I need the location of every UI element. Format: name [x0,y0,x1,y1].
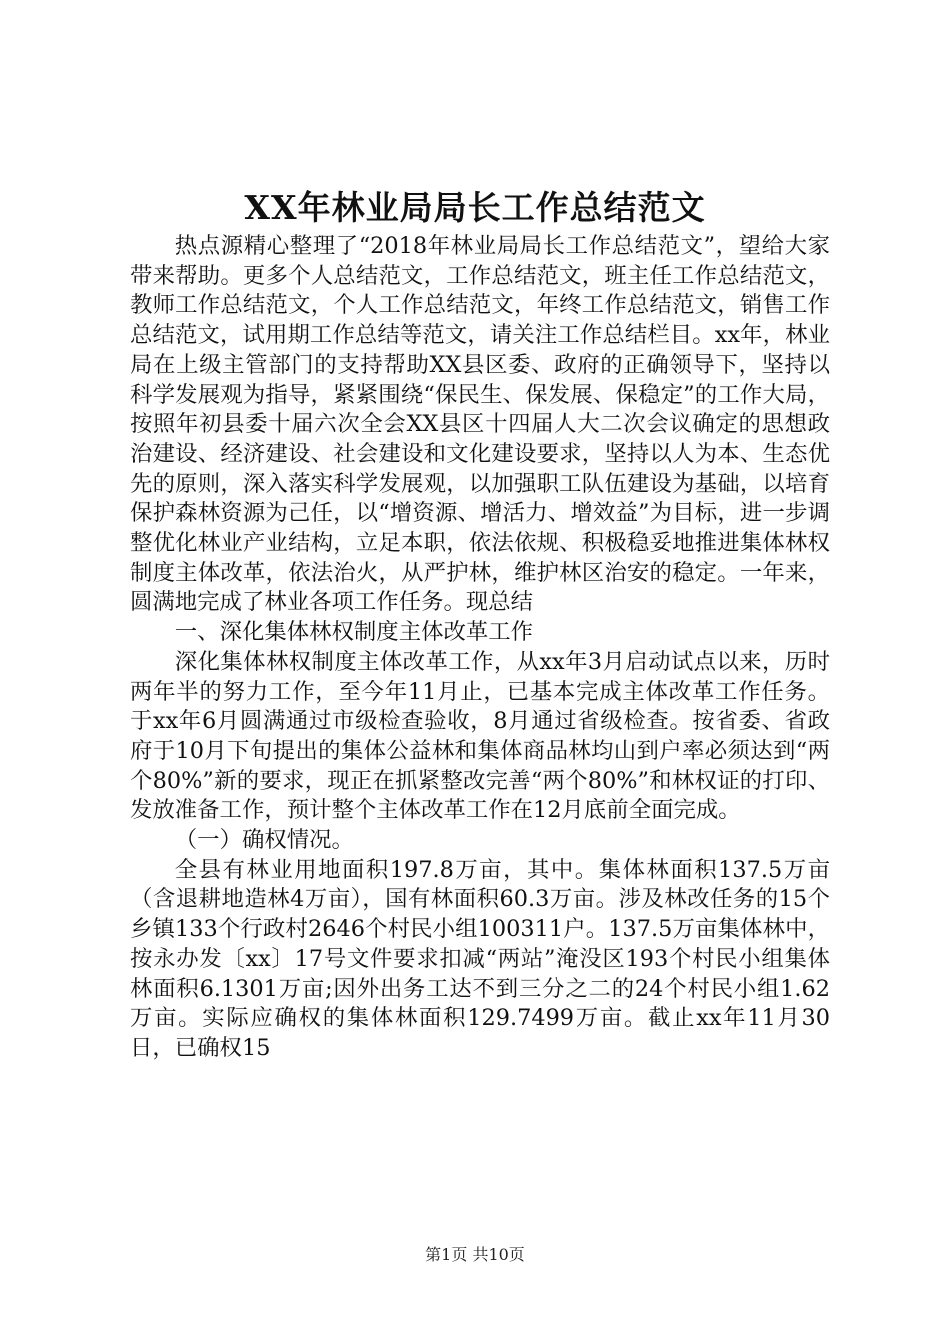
paragraph-reform: 深化集体林权制度主体改革工作，从xx年3月启动试点以来，历时两年半的努力工作，至今年11月止，已基本完成主体改革工作任务。于xx年6月圆满通过市级检查验收，8月通过省级检查。按省委、省政府于10月下旬提出的集体公益林和集体商品林均山到户率必须达到“两个80%”新的要求，现正在抓紧整改完善“两个80%”和林权证的打印、发放准备工作，预计整个主体改革工作在12月底前全面完成。 [130,648,830,824]
section-heading-1: 一、深化集体林权制度主体改革工作 [174,619,534,646]
paragraph-area: 全县有林业用地面积197.8万亩，其中。集体林面积137.5万亩（含退耕地造林4万亩），国有林面积60.3万亩。涉及林改任务的15个乡镇133个行政村2646个村民小组100311户。137.5万亩集体林中，按永办发〔xx〕17号文件要求扣减“两站”淹没区193个村民小组集体林面积6.1301万亩;因外出务工达不到三分之二的24个村民小组1.62万亩。实际应确权的集体林面积129.7499万亩。截止xx年11月30日，已确权15 [130,856,830,1061]
paragraph-intro: 热点源精心整理了“2018年林业局局长工作总结范文”，望给大家带来帮助。更多个人总结范文，工作总结范文，班主任工作总结范文，教师工作总结范文，个人工作总结范文，年终工作总结范文，销售工作总结范文，试用期工作总结等范文，请关注工作总结栏目。xx年，林业局在上级主管部门的支持帮助XX县区委、政府的正确领导下，坚持以科学发展观为指导，紧紧围绕“保民生、保发展、保稳定”的工作大局，按照年初县委十届六次全会XX县区十四届人大二次会议确定的思想政治建设、经济建设、社会建设和文化建设要求，坚持以人为本、生态优先的原则，深入落实科学发展观，以加强职工队伍建设为基础，以培育保护森林资源为己任，以“增资源、增活力、增效益”为目标，进一步调整优化林业产业结构，立足本职，依法依规、积极稳妥地推进集体林权制度主体改革，依法治火，从严护林，维护林区治安的稳定。一年来，圆满地完成了林业各项工作任务。现总结 [130,233,830,616]
document-body [130,232,830,1064]
document-title: XX年林业局局长工作总结范文 [244,188,706,227]
subsection-heading-1: （一）确权情况。 [174,827,354,854]
page-footer: 第1页 共10页 [425,1245,525,1264]
